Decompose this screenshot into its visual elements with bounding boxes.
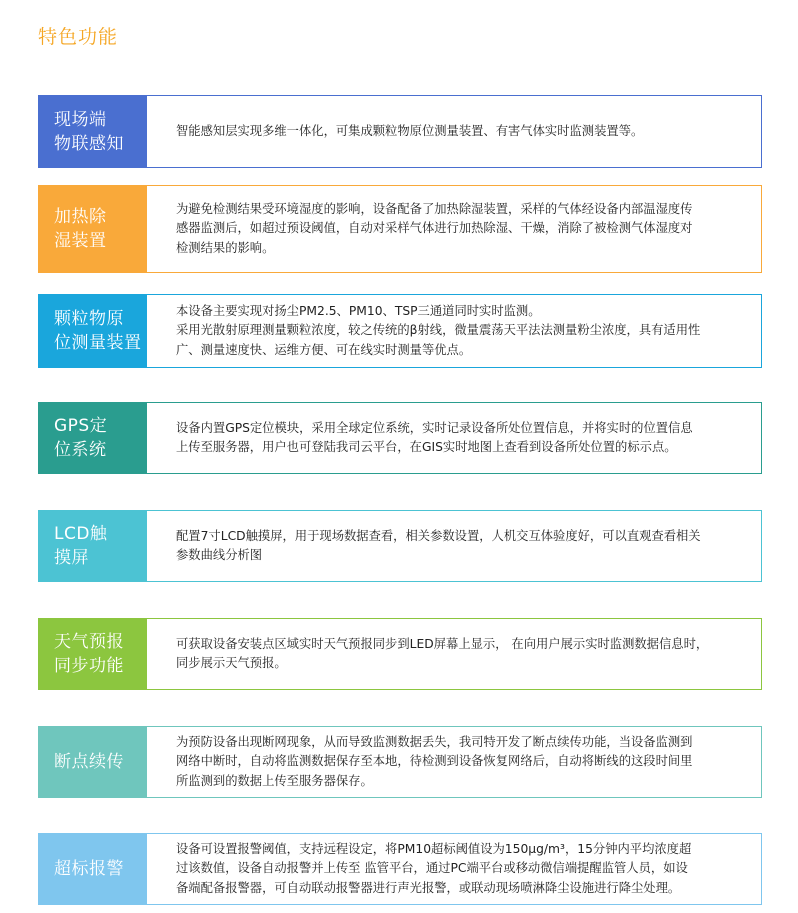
feature-description-text: 为避免检测结果受环境湿度的影响，设备配备了加热除湿装置，采样的气体经设备内部温湿度传 感器监测后，如超过预设阈值，自动对采样气体进行加热除湿、干燥，消除了被检测气体湿度对 检测结果的影响。 [176,201,693,255]
feature-label-text: 断点续传 [54,752,124,772]
feature-description [147,402,762,474]
feature-item [38,294,762,368]
feature-description-text: 为预防设备出现断网现象，从而导致监测数据丢失，我司特开发了断点续传功能，当设备监测到 网络中断时，自动将监测数据保存至本地，待检测到设备恢复网络后，自动将断线的这段时间里 所监测到的数据上传至服务器保存。 [176,734,693,788]
feature-label-text: 颗粒物原 位测量装置 [54,309,142,353]
feature-description [147,95,762,168]
feature-label [38,726,147,798]
feature-description [147,185,762,273]
feature-description-text: 设备内置GPS定位模块，采用全球定位系统，实时记录设备所处位置信息，并将实时的位置信息 上传至服务器，用户也可登陆我司云平台，在GIS实时地图上查看到设备所处位置的标示点。 [176,420,693,454]
feature-label [38,95,147,168]
feature-item [38,95,762,168]
feature-item [38,185,762,273]
feature-item [38,833,762,905]
feature-description-text: 智能感知层实现多维一体化，可集成颗粒物原位测量装置、有害气体实时监测装置等。 [176,123,644,138]
feature-label [38,618,147,690]
feature-label-text: 加热除 湿装置 [54,207,107,251]
feature-description-text: 配置7寸LCD触摸屏，用于现场数据查看，相关参数设置，人机交互体验度好，可以直观查看相关 参数曲线分析图 [176,528,701,562]
feature-description [147,294,762,368]
feature-label [38,510,147,582]
feature-description-text: 可获取设备安装点区域实时天气预报同步到LED屏幕上显示， 在向用户展示实时监测数据信息时， 同步展示天气预报。 [176,636,709,670]
feature-description [147,510,762,582]
feature-item [38,510,762,582]
feature-label-text: LCD触 摸屏 [54,524,108,568]
feature-label-text: GPS定 位系统 [54,416,108,460]
feature-label-text: 现场端 物联感知 [54,109,124,154]
feature-description [147,833,762,905]
feature-item [38,402,762,474]
page-title: 特色功能 [38,26,119,48]
feature-label [38,294,147,368]
feature-label-text: 超标报警 [54,859,124,879]
feature-item [38,726,762,798]
feature-item [38,618,762,690]
feature-description-text: 本设备主要实现对扬尘PM2.5、PM10、TSP三通道同时实时监测。 采用光散射原理测量颗粒浓度，较之传统的β射线，微量震荡天平法法测量粉尘浓度，具有适用性 广、测量速度快、运维方便、可在线实时测量等优点。 [176,303,701,357]
feature-description [147,726,762,798]
feature-label [38,833,147,905]
feature-label-text: 天气预报 同步功能 [54,632,124,676]
feature-description [147,618,762,690]
feature-label [38,402,147,474]
feature-label [38,185,147,273]
feature-description-text: 设备可设置报警阈值，支持远程设定，将PM10超标阈值设为150μg/m³，15分钟内平均浓度超 过该数值，设备自动报警并上传至 监管平台，通过PC端平台或移动微信端提醒监管人员，如设 备端配备报警器，可自动联动报警器进行声光报警，或联动现场喷淋降尘设施进行降尘处理。 [176,841,692,895]
